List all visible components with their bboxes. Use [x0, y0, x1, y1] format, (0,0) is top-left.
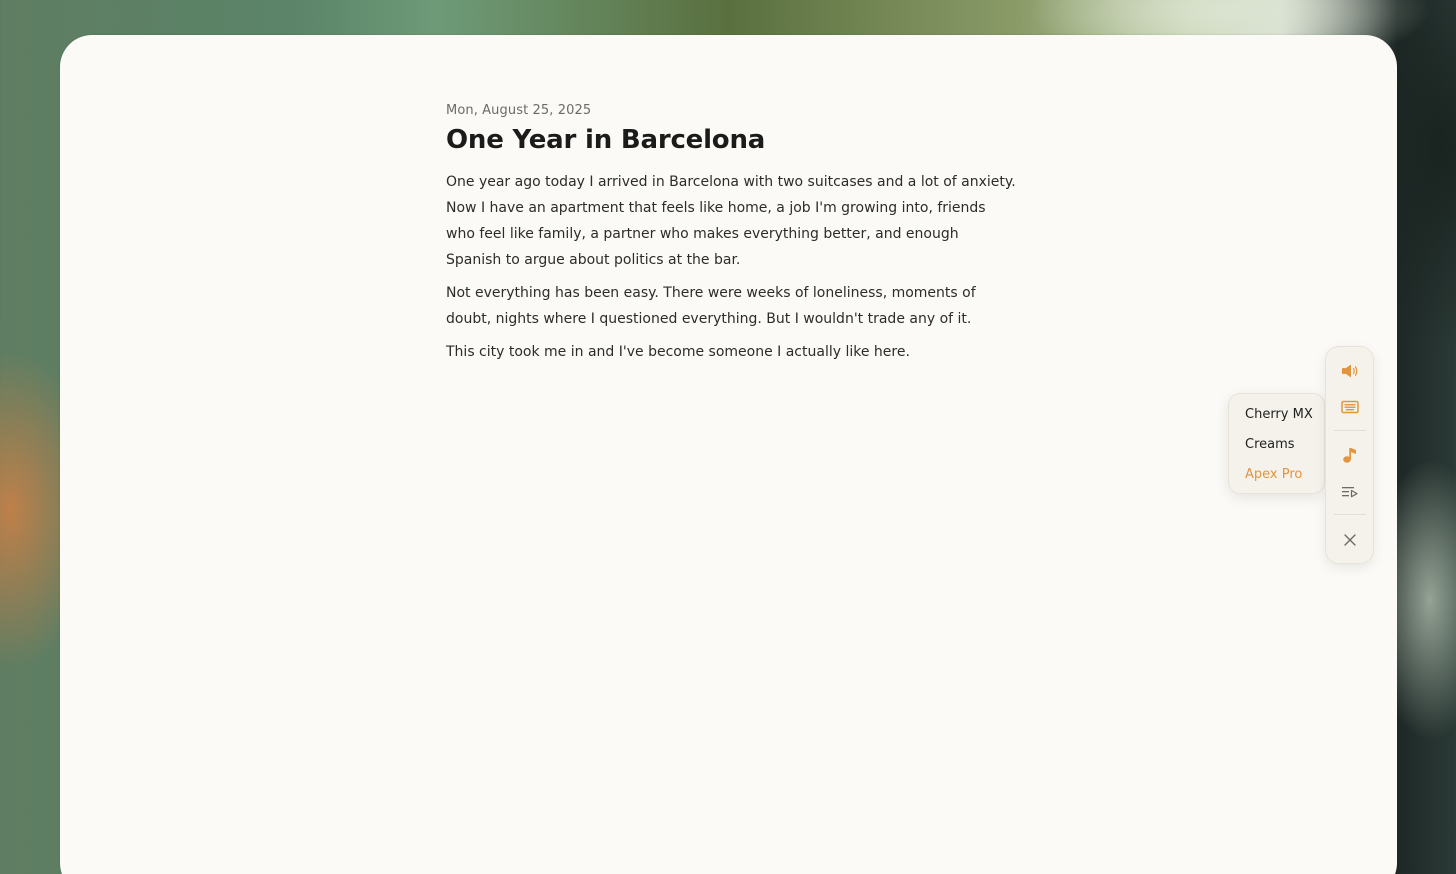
entry-body[interactable] [446, 169, 1016, 365]
sound-toolbar [1325, 346, 1374, 564]
toolbar-divider [1334, 430, 1366, 431]
speaker-icon [1341, 363, 1359, 383]
keyboard-icon [1341, 399, 1359, 418]
entry-paragraph: This city took me in and I've become someone I actually like here. [446, 344, 910, 360]
entry-date: Mon, August 25, 2025 [446, 103, 592, 118]
close-button[interactable] [1334, 527, 1366, 556]
journal-entry [446, 103, 1016, 372]
music-note-icon [1342, 446, 1358, 468]
playlist-icon [1341, 484, 1359, 503]
dropdown-option-cherry-mx[interactable]: Cherry MX [1245, 407, 1313, 422]
close-icon [1343, 532, 1357, 551]
dropdown-option-creams[interactable]: Creams [1245, 437, 1295, 452]
sound-button[interactable] [1334, 359, 1366, 388]
keyboard-sound-button[interactable] [1334, 395, 1366, 424]
journal-card [60, 35, 1397, 874]
toolbar-divider [1334, 514, 1366, 515]
keyboard-sound-dropdown [1228, 393, 1325, 494]
entry-paragraph: One year ago today I arrived in Barcelona with two suitcases and a lot of anxiety. Now I have an apartment that feels like home, a job I'm growing into, friends who feel like family, a partner who makes everything better, and enough Spanish to argue about politics at the bar. [446, 174, 1016, 268]
playlist-button[interactable] [1334, 479, 1366, 508]
music-button[interactable] [1334, 443, 1366, 472]
entry-title: One Year in Barcelona [446, 125, 766, 155]
dropdown-option-apex-pro[interactable]: Apex Pro [1245, 467, 1303, 482]
entry-paragraph: Not everything has been easy. There were weeks of loneliness, moments of doubt, nights where I questioned everything. But I wouldn't trade any of it. [446, 285, 976, 327]
